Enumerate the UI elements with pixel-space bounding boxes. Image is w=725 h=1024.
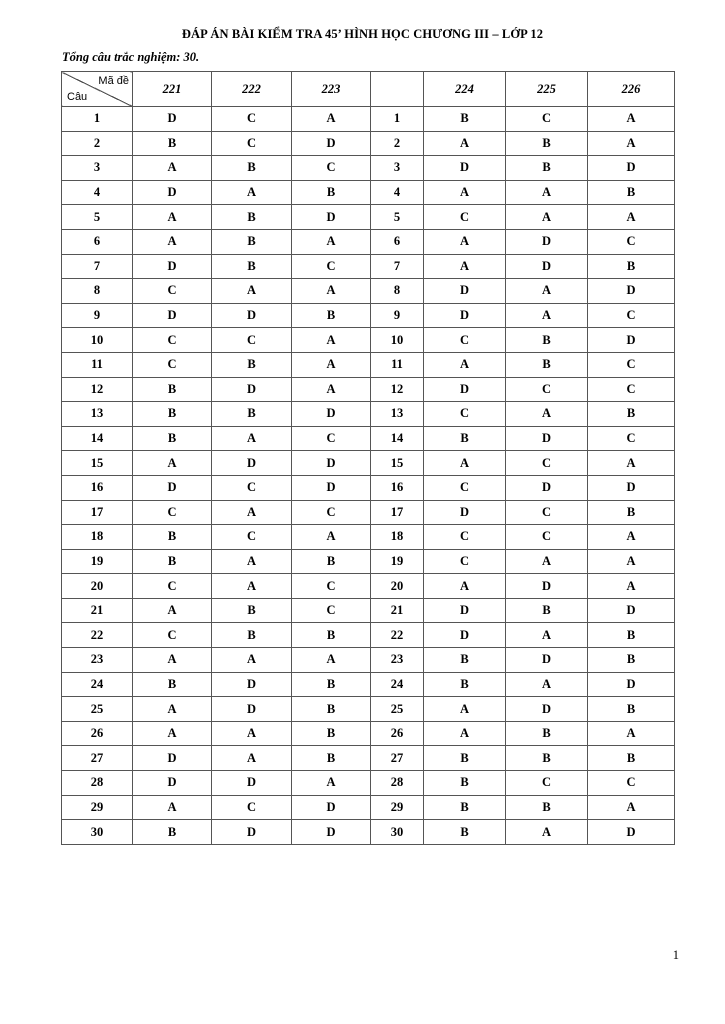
answer-cell: C — [133, 574, 212, 599]
question-number-cell: 19 — [371, 549, 424, 574]
answer-cell: C — [212, 525, 292, 550]
question-number-cell: 26 — [371, 721, 424, 746]
answer-cell: A — [292, 279, 371, 304]
table-row — [62, 254, 675, 279]
table-row — [62, 475, 675, 500]
answer-cell: A — [506, 672, 588, 697]
answer-cell: D — [212, 820, 292, 845]
answer-cell: D — [588, 475, 675, 500]
answer-cell: B — [212, 229, 292, 254]
answer-cell: B — [212, 623, 292, 648]
answer-cell: D — [292, 205, 371, 230]
answer-cell: B — [424, 107, 506, 132]
answer-cell: B — [212, 156, 292, 181]
answer-cell: B — [424, 648, 506, 673]
answer-cell: A — [424, 697, 506, 722]
answer-cell: A — [292, 328, 371, 353]
answer-cell: B — [133, 426, 212, 451]
question-number-cell: 13 — [62, 402, 133, 427]
answer-cell: B — [588, 697, 675, 722]
table-row — [62, 574, 675, 599]
answer-cell: A — [292, 352, 371, 377]
question-number-cell: 23 — [62, 648, 133, 673]
question-number-cell: 6 — [371, 229, 424, 254]
question-number-cell: 22 — [371, 623, 424, 648]
answer-cell: C — [588, 771, 675, 796]
answer-cell: A — [506, 279, 588, 304]
table-row — [62, 229, 675, 254]
answer-cell: A — [588, 574, 675, 599]
answer-cell: D — [424, 377, 506, 402]
table-row — [62, 820, 675, 845]
answer-cell: A — [292, 377, 371, 402]
question-number-cell: 5 — [371, 205, 424, 230]
answer-cell: D — [133, 303, 212, 328]
answer-cell: D — [133, 107, 212, 132]
answer-cell: B — [133, 525, 212, 550]
answer-cell: A — [212, 500, 292, 525]
table-row — [62, 549, 675, 574]
answer-cell: C — [506, 525, 588, 550]
answer-cell: A — [212, 648, 292, 673]
answer-cell: A — [133, 795, 212, 820]
question-number-cell: 27 — [371, 746, 424, 771]
question-number-cell: 28 — [62, 771, 133, 796]
question-number-cell: 24 — [62, 672, 133, 697]
answer-cell: A — [506, 623, 588, 648]
answer-rows — [62, 107, 675, 845]
question-number-cell: 20 — [371, 574, 424, 599]
question-number-cell: 23 — [371, 648, 424, 673]
question-number-cell: 30 — [62, 820, 133, 845]
answer-cell: B — [424, 746, 506, 771]
answer-cell: A — [212, 180, 292, 205]
answer-cell: D — [133, 746, 212, 771]
table-row — [62, 205, 675, 230]
question-number-cell: 18 — [371, 525, 424, 550]
answer-cell: A — [588, 721, 675, 746]
table-row — [62, 131, 675, 156]
exam-code-header: 221 — [133, 72, 212, 107]
answer-cell: B — [506, 795, 588, 820]
exam-code-header: 225 — [506, 72, 588, 107]
answer-cell: D — [212, 771, 292, 796]
answer-cell: C — [588, 352, 675, 377]
answer-cell: A — [424, 229, 506, 254]
table-row — [62, 107, 675, 132]
answer-cell: B — [212, 205, 292, 230]
exam-code-header: 222 — [212, 72, 292, 107]
blank-header — [371, 72, 424, 107]
answer-cell: A — [588, 131, 675, 156]
question-number-cell: 16 — [371, 475, 424, 500]
table-row — [62, 303, 675, 328]
answer-cell: B — [292, 549, 371, 574]
answer-cell: B — [588, 500, 675, 525]
exam-code-header: 224 — [424, 72, 506, 107]
answer-cell: D — [292, 475, 371, 500]
question-number-cell: 9 — [371, 303, 424, 328]
table-row — [62, 795, 675, 820]
answer-cell: A — [506, 205, 588, 230]
question-number-cell: 17 — [62, 500, 133, 525]
answer-cell: A — [133, 648, 212, 673]
answer-cell: B — [506, 352, 588, 377]
question-number-cell: 18 — [62, 525, 133, 550]
answer-cell: D — [424, 500, 506, 525]
answer-cell: A — [212, 426, 292, 451]
question-number-cell: 19 — [62, 549, 133, 574]
answer-cell: D — [292, 820, 371, 845]
question-number-cell: 27 — [62, 746, 133, 771]
answer-cell: A — [588, 525, 675, 550]
table-row — [62, 721, 675, 746]
answer-cell: B — [133, 377, 212, 402]
answer-cell: A — [212, 574, 292, 599]
answer-cell: A — [506, 180, 588, 205]
question-number-cell: 14 — [62, 426, 133, 451]
answer-cell: A — [506, 549, 588, 574]
answer-cell: D — [292, 451, 371, 476]
question-number-cell: 3 — [371, 156, 424, 181]
answer-cell: D — [212, 672, 292, 697]
question-number-cell: 4 — [371, 180, 424, 205]
answer-cell: C — [212, 328, 292, 353]
question-number-cell: 25 — [62, 697, 133, 722]
question-number-cell: 26 — [62, 721, 133, 746]
answer-cell: B — [424, 426, 506, 451]
answer-cell: D — [133, 254, 212, 279]
answer-cell: A — [424, 451, 506, 476]
exam-code-header: 226 — [588, 72, 675, 107]
answer-cell: C — [292, 254, 371, 279]
table-row — [62, 328, 675, 353]
answer-cell: A — [133, 598, 212, 623]
question-number-cell: 9 — [62, 303, 133, 328]
question-number-cell: 2 — [371, 131, 424, 156]
answer-cell: A — [292, 648, 371, 673]
table-row — [62, 156, 675, 181]
answer-cell: B — [588, 180, 675, 205]
answer-cell: D — [133, 180, 212, 205]
answer-cell: C — [588, 377, 675, 402]
question-number-cell: 11 — [62, 352, 133, 377]
answer-cell: C — [292, 426, 371, 451]
answer-cell: A — [588, 549, 675, 574]
table-row — [62, 352, 675, 377]
answer-cell: A — [588, 795, 675, 820]
question-number-cell: 28 — [371, 771, 424, 796]
answer-cell: B — [292, 623, 371, 648]
question-number-cell: 12 — [62, 377, 133, 402]
answer-cell: B — [212, 402, 292, 427]
answer-cell: C — [588, 426, 675, 451]
answer-key-table — [61, 71, 675, 845]
answer-cell: D — [424, 598, 506, 623]
answer-cell: D — [506, 254, 588, 279]
answer-cell: D — [588, 156, 675, 181]
question-count: Tổng câu trắc nghiệm: 30. — [62, 50, 200, 64]
answer-cell: A — [506, 402, 588, 427]
answer-cell: B — [292, 746, 371, 771]
answer-cell: C — [424, 205, 506, 230]
table-row — [62, 623, 675, 648]
answer-cell: B — [588, 623, 675, 648]
answer-cell: A — [292, 771, 371, 796]
answer-cell: D — [133, 771, 212, 796]
answer-cell: D — [424, 303, 506, 328]
question-number-cell: 12 — [371, 377, 424, 402]
answer-cell: B — [292, 721, 371, 746]
question-number-cell: 4 — [62, 180, 133, 205]
answer-cell: B — [588, 648, 675, 673]
answer-cell: D — [506, 574, 588, 599]
answer-cell: D — [506, 648, 588, 673]
answer-cell: C — [506, 500, 588, 525]
question-number-cell: 22 — [62, 623, 133, 648]
answer-cell: C — [133, 328, 212, 353]
question-number-cell: 1 — [62, 107, 133, 132]
answer-cell: B — [424, 672, 506, 697]
answer-cell: D — [588, 672, 675, 697]
answer-cell: C — [133, 623, 212, 648]
answer-cell: D — [506, 229, 588, 254]
answer-cell: D — [292, 131, 371, 156]
answer-cell: D — [212, 451, 292, 476]
answer-cell: A — [424, 352, 506, 377]
answer-cell: A — [506, 303, 588, 328]
answer-cell: A — [424, 131, 506, 156]
answer-cell: A — [292, 229, 371, 254]
answer-cell: D — [506, 426, 588, 451]
table-row — [62, 451, 675, 476]
answer-cell: C — [424, 402, 506, 427]
question-number-cell: 1 — [371, 107, 424, 132]
question-number-cell: 8 — [371, 279, 424, 304]
answer-cell: B — [133, 131, 212, 156]
page-number: 1 — [672, 948, 679, 962]
answer-cell: D — [506, 697, 588, 722]
answer-cell: A — [133, 229, 212, 254]
table-header-row — [62, 72, 675, 107]
answer-cell: C — [424, 525, 506, 550]
question-number-cell: 2 — [62, 131, 133, 156]
question-number-cell: 21 — [371, 598, 424, 623]
answer-cell: A — [133, 451, 212, 476]
answer-cell: B — [133, 549, 212, 574]
answer-cell: C — [506, 107, 588, 132]
table-row — [62, 279, 675, 304]
answer-cell: C — [212, 475, 292, 500]
answer-cell: B — [292, 180, 371, 205]
answer-cell: B — [133, 672, 212, 697]
answer-cell: C — [506, 451, 588, 476]
answer-cell: C — [588, 229, 675, 254]
table-row — [62, 697, 675, 722]
question-number-cell: 29 — [371, 795, 424, 820]
question-number-cell: 5 — [62, 205, 133, 230]
question-number-cell: 8 — [62, 279, 133, 304]
question-number-cell: 11 — [371, 352, 424, 377]
answer-cell: B — [212, 598, 292, 623]
answer-cell: A — [424, 254, 506, 279]
question-number-cell: 3 — [62, 156, 133, 181]
answer-cell: B — [506, 131, 588, 156]
diagonal-header-cell — [62, 72, 133, 107]
answer-cell: C — [292, 598, 371, 623]
answer-cell: D — [588, 820, 675, 845]
answer-cell: B — [424, 771, 506, 796]
table-row — [62, 598, 675, 623]
answer-cell: C — [424, 549, 506, 574]
table-row — [62, 402, 675, 427]
question-label: Câu — [67, 91, 88, 103]
question-number-cell: 15 — [371, 451, 424, 476]
answer-cell: A — [292, 525, 371, 550]
answer-cell: B — [506, 721, 588, 746]
exam-code-label: Mã đề — [98, 75, 129, 87]
question-number-cell: 7 — [62, 254, 133, 279]
answer-cell: A — [212, 549, 292, 574]
answer-cell: D — [588, 328, 675, 353]
question-number-cell: 6 — [62, 229, 133, 254]
question-number-cell: 21 — [62, 598, 133, 623]
answer-cell: B — [588, 402, 675, 427]
answer-cell: C — [506, 771, 588, 796]
question-number-cell: 15 — [62, 451, 133, 476]
answer-cell: B — [506, 328, 588, 353]
answer-cell: C — [133, 352, 212, 377]
answer-cell: A — [424, 721, 506, 746]
table-row — [62, 426, 675, 451]
answer-cell: A — [424, 574, 506, 599]
answer-cell: A — [292, 107, 371, 132]
answer-cell: A — [588, 451, 675, 476]
answer-cell: B — [292, 672, 371, 697]
answer-cell: A — [212, 721, 292, 746]
answer-cell: B — [588, 254, 675, 279]
answer-cell: D — [424, 279, 506, 304]
table-row — [62, 377, 675, 402]
question-number-cell: 14 — [371, 426, 424, 451]
answer-cell: C — [212, 131, 292, 156]
answer-cell: A — [588, 205, 675, 230]
answer-cell: D — [292, 795, 371, 820]
answer-cell: C — [588, 303, 675, 328]
answer-cell: C — [506, 377, 588, 402]
answer-cell: A — [133, 156, 212, 181]
answer-cell: A — [212, 279, 292, 304]
answer-cell: D — [292, 402, 371, 427]
answer-cell: D — [133, 475, 212, 500]
question-number-cell: 29 — [62, 795, 133, 820]
question-number-cell: 13 — [371, 402, 424, 427]
answer-cell: B — [424, 795, 506, 820]
question-number-cell: 10 — [62, 328, 133, 353]
answer-cell: C — [292, 500, 371, 525]
answer-cell: B — [212, 352, 292, 377]
answer-cell: B — [133, 820, 212, 845]
answer-cell: B — [292, 303, 371, 328]
answer-cell: B — [588, 746, 675, 771]
answer-cell: B — [424, 820, 506, 845]
answer-cell: D — [212, 697, 292, 722]
answer-cell: D — [588, 279, 675, 304]
answer-cell: B — [133, 402, 212, 427]
answer-cell: D — [424, 623, 506, 648]
question-number-cell: 24 — [371, 672, 424, 697]
answer-cell: D — [588, 598, 675, 623]
exam-code-header: 223 — [292, 72, 371, 107]
answer-cell: A — [588, 107, 675, 132]
answer-cell: C — [212, 107, 292, 132]
table-row — [62, 672, 675, 697]
answer-cell: B — [506, 598, 588, 623]
table-row — [62, 500, 675, 525]
table-row — [62, 648, 675, 673]
answer-cell: C — [292, 156, 371, 181]
answer-cell: A — [133, 205, 212, 230]
answer-cell: C — [424, 328, 506, 353]
question-number-cell: 10 — [371, 328, 424, 353]
question-number-cell: 20 — [62, 574, 133, 599]
question-number-cell: 17 — [371, 500, 424, 525]
answer-cell: B — [506, 746, 588, 771]
answer-cell: C — [133, 279, 212, 304]
answer-cell: C — [424, 475, 506, 500]
answer-cell: B — [506, 156, 588, 181]
table-row — [62, 746, 675, 771]
answer-cell: A — [133, 697, 212, 722]
question-number-cell: 16 — [62, 475, 133, 500]
table-row — [62, 180, 675, 205]
answer-cell: A — [133, 721, 212, 746]
answer-cell: C — [133, 500, 212, 525]
answer-cell: C — [292, 574, 371, 599]
answer-cell: B — [292, 697, 371, 722]
question-number-cell: 30 — [371, 820, 424, 845]
question-number-cell: 7 — [371, 254, 424, 279]
answer-cell: D — [212, 303, 292, 328]
document-title: ĐÁP ÁN BÀI KIỂM TRA 45’ HÌNH HỌC CHƯƠNG III – LỚP 12 — [181, 27, 544, 41]
question-number-cell: 25 — [371, 697, 424, 722]
answer-cell: C — [212, 795, 292, 820]
answer-cell: D — [424, 156, 506, 181]
answer-cell: B — [212, 254, 292, 279]
table-row — [62, 771, 675, 796]
answer-cell: A — [424, 180, 506, 205]
table-row — [62, 525, 675, 550]
answer-cell: D — [212, 377, 292, 402]
answer-cell: A — [506, 820, 588, 845]
answer-cell: A — [212, 746, 292, 771]
answer-cell: D — [506, 475, 588, 500]
